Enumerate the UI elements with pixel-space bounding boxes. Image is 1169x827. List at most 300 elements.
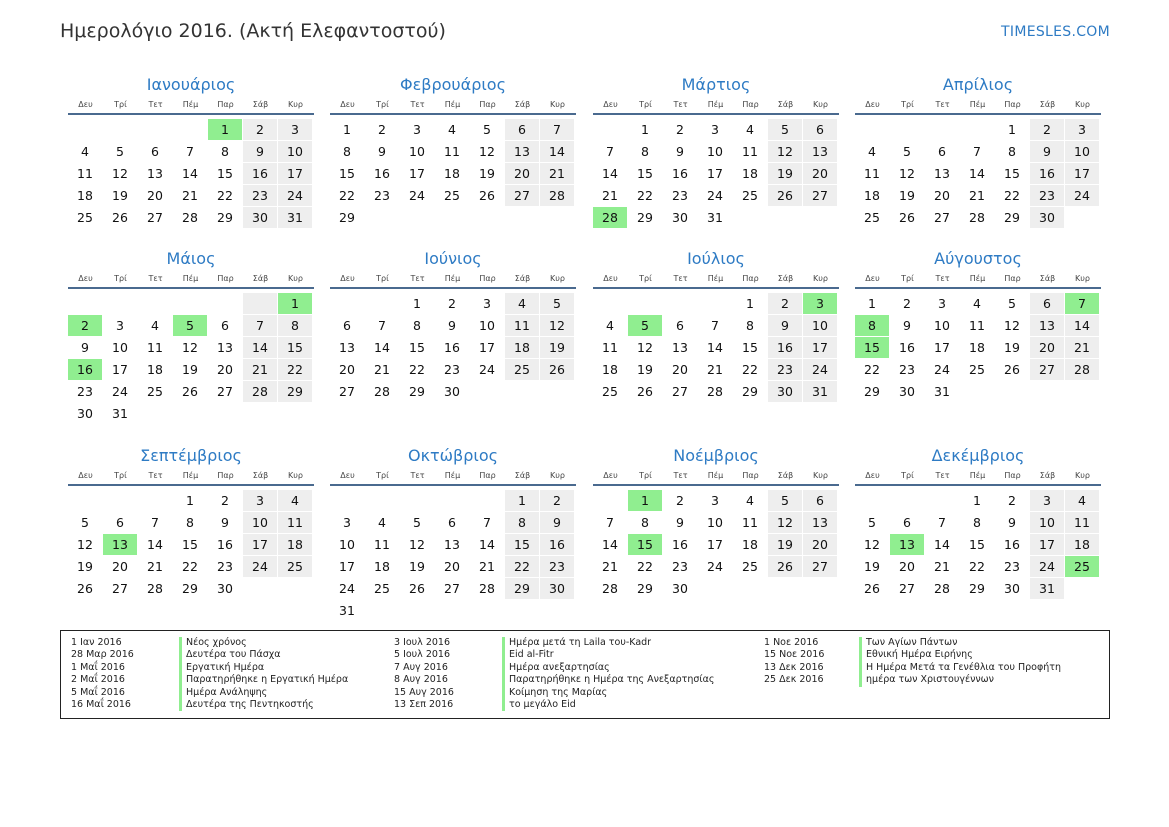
day-cell: 5 — [768, 119, 803, 141]
day-cell: 3 — [1065, 119, 1100, 141]
day-cell: 17 — [103, 359, 138, 381]
weekday-header — [330, 468, 576, 486]
weekday-label: Σάβ — [252, 274, 269, 283]
day-cell: 25 — [733, 556, 768, 578]
week-row — [68, 359, 314, 381]
legend-date: 1 Ιαν 2016 — [71, 637, 122, 648]
day-cell: 20 — [103, 556, 138, 578]
day-cell: 29 — [995, 207, 1030, 229]
day-cell: 13 — [208, 337, 243, 359]
day-cell: 19 — [400, 556, 435, 578]
day-cell: 17 — [330, 556, 365, 578]
empty-cell — [768, 207, 803, 229]
empty-cell — [243, 403, 278, 425]
legend-names-column — [859, 637, 1061, 687]
day-cell: 16 — [890, 337, 925, 359]
empty-cell — [505, 600, 540, 622]
weekday-label: Κυρ — [288, 471, 303, 480]
legend-date: 28 Μαρ 2016 — [71, 649, 134, 661]
day-cell: 15 — [628, 534, 663, 556]
day-cell: 17 — [803, 337, 838, 359]
day-cell: 10 — [698, 141, 733, 163]
weekday-label: Τρί — [376, 100, 389, 109]
day-cell: 29 — [733, 381, 768, 403]
day-cell: 9 — [663, 141, 698, 163]
weekday-label: Τετ — [148, 100, 163, 109]
day-cell: 4 — [1065, 490, 1100, 512]
day-cell: 27 — [1030, 359, 1065, 381]
day-cell: 6 — [138, 141, 173, 163]
legend-date: 5 Μαΐ 2016 — [71, 686, 125, 698]
day-cell: 17 — [470, 337, 505, 359]
legend-holiday-name: το μεγάλο Eid — [502, 699, 714, 711]
week-row — [855, 381, 1101, 403]
day-cell: 4 — [278, 490, 313, 512]
day-cell: 31 — [278, 207, 313, 229]
day-cell: 2 — [68, 315, 103, 337]
week-row — [330, 207, 576, 229]
day-cell: 29 — [208, 207, 243, 229]
day-cell: 29 — [400, 381, 435, 403]
empty-cell — [925, 119, 960, 141]
day-cell: 10 — [1065, 141, 1100, 163]
day-cell: 24 — [925, 359, 960, 381]
day-cell: 1 — [400, 293, 435, 315]
day-cell: 2 — [435, 293, 470, 315]
month-name: Ιούλιος — [687, 249, 745, 268]
day-cell: 6 — [208, 315, 243, 337]
weekday-label: Κυρ — [1075, 100, 1090, 109]
day-cell: 31 — [1030, 578, 1065, 600]
day-cell: 4 — [505, 293, 540, 315]
day-cell: 31 — [803, 381, 838, 403]
day-cell: 10 — [243, 512, 278, 534]
empty-cell — [540, 207, 575, 229]
day-cell: 7 — [698, 315, 733, 337]
legend-holiday-name: Η Ημέρα Μετά τα Γενέθλια του Προφήτη — [859, 662, 1061, 674]
week-row — [68, 315, 314, 337]
day-cell: 23 — [243, 185, 278, 207]
day-cell: 23 — [1030, 185, 1065, 207]
day-cell: 27 — [330, 381, 365, 403]
day-cell: 5 — [173, 315, 208, 337]
weekday-label: Τρί — [114, 274, 127, 283]
day-cell: 2 — [995, 490, 1030, 512]
day-cell: 19 — [68, 556, 103, 578]
empty-cell — [103, 490, 138, 512]
empty-cell — [733, 207, 768, 229]
legend-date: 1 Νοε 2016 — [764, 637, 819, 648]
week-row — [593, 534, 839, 556]
day-cell: 27 — [505, 185, 540, 207]
day-cell: 14 — [365, 337, 400, 359]
day-cell: 16 — [995, 534, 1030, 556]
day-cell: 29 — [330, 207, 365, 229]
day-cell: 3 — [400, 119, 435, 141]
weekday-label: Σάβ — [777, 100, 794, 109]
weekday-label: Τετ — [935, 471, 950, 480]
day-cell: 2 — [243, 119, 278, 141]
weekday-label: Παρ — [1004, 274, 1021, 283]
month-calendar — [68, 73, 314, 228]
day-cell: 1 — [173, 490, 208, 512]
empty-cell — [365, 293, 400, 315]
empty-cell — [663, 293, 698, 315]
empty-cell — [890, 490, 925, 512]
weekday-label: Τρί — [114, 471, 127, 480]
day-cell: 20 — [1030, 337, 1065, 359]
day-cell: 5 — [628, 315, 663, 337]
weekday-label: Τετ — [148, 274, 163, 283]
empty-cell — [173, 403, 208, 425]
day-cell: 21 — [925, 556, 960, 578]
weekday-label: Δευ — [78, 274, 93, 283]
day-cell: 9 — [540, 512, 575, 534]
day-cell: 20 — [138, 185, 173, 207]
legend-holiday-name: Εργατική Ημέρα — [179, 662, 348, 674]
day-cell: 22 — [733, 359, 768, 381]
weekday-label: Πέμ — [444, 100, 461, 109]
empty-cell — [400, 600, 435, 622]
day-cell: 18 — [365, 556, 400, 578]
day-cell: 15 — [208, 163, 243, 185]
empty-cell — [628, 293, 663, 315]
day-cell: 29 — [278, 381, 313, 403]
week-row — [68, 578, 314, 600]
empty-cell — [540, 600, 575, 622]
weekday-label: Τετ — [935, 100, 950, 109]
day-cell: 26 — [768, 185, 803, 207]
day-cell: 20 — [803, 163, 838, 185]
day-cell: 13 — [890, 534, 925, 556]
day-cell: 9 — [208, 512, 243, 534]
empty-cell — [330, 293, 365, 315]
day-cell: 11 — [593, 337, 628, 359]
weekday-label: Σάβ — [252, 100, 269, 109]
weekday-label: Τρί — [639, 471, 652, 480]
week-row — [855, 163, 1101, 185]
weekday-label: Σάβ — [1039, 274, 1056, 283]
day-cell: 14 — [470, 534, 505, 556]
empty-cell — [365, 600, 400, 622]
day-cell: 7 — [925, 512, 960, 534]
day-cell: 11 — [365, 534, 400, 556]
day-cell: 28 — [470, 578, 505, 600]
empty-cell — [278, 578, 313, 600]
empty-cell — [855, 490, 890, 512]
day-cell: 5 — [103, 141, 138, 163]
day-cell: 3 — [698, 119, 733, 141]
day-cell: 26 — [400, 578, 435, 600]
day-cell: 3 — [330, 512, 365, 534]
day-cell: 2 — [540, 490, 575, 512]
day-cell: 15 — [733, 337, 768, 359]
day-cell: 8 — [278, 315, 313, 337]
week-row — [330, 359, 576, 381]
legend-holiday-name: Ημέρα Ανάληψης — [179, 687, 348, 699]
weekday-label: Δευ — [340, 471, 355, 480]
day-cell: 4 — [960, 293, 995, 315]
page-title: Ημερολόγιο 2016. (Ακτή Ελεφαντοστού) — [60, 20, 446, 42]
day-cell: 22 — [400, 359, 435, 381]
day-cell: 19 — [173, 359, 208, 381]
day-cell: 8 — [628, 512, 663, 534]
empty-cell — [593, 119, 628, 141]
day-cell: 23 — [540, 556, 575, 578]
day-cell: 23 — [208, 556, 243, 578]
weekday-label: Τρί — [376, 471, 389, 480]
day-cell: 28 — [540, 185, 575, 207]
weekday-label: Παρ — [217, 471, 234, 480]
week-row — [330, 578, 576, 600]
weekday-label: Κυρ — [813, 471, 828, 480]
day-cell: 15 — [855, 337, 890, 359]
week-row — [68, 163, 314, 185]
day-cell: 11 — [855, 163, 890, 185]
day-cell: 25 — [960, 359, 995, 381]
month-name: Ιούνιος — [424, 249, 482, 268]
day-cell: 24 — [470, 359, 505, 381]
weekday-label: Παρ — [742, 274, 759, 283]
day-cell: 21 — [593, 185, 628, 207]
day-cell: 16 — [68, 359, 103, 381]
day-cell: 12 — [68, 534, 103, 556]
day-cell: 26 — [103, 207, 138, 229]
day-cell: 26 — [540, 359, 575, 381]
day-cell: 30 — [435, 381, 470, 403]
day-cell: 5 — [68, 512, 103, 534]
legend-date: 3 Ιουλ 2016 — [394, 637, 450, 648]
day-cell: 14 — [593, 534, 628, 556]
empty-cell — [243, 578, 278, 600]
week-row — [68, 403, 314, 425]
day-cell: 24 — [330, 578, 365, 600]
empty-cell — [173, 293, 208, 315]
empty-cell — [208, 293, 243, 315]
week-row — [330, 141, 576, 163]
day-cell: 27 — [803, 185, 838, 207]
weekday-header — [855, 97, 1101, 115]
empty-cell — [138, 403, 173, 425]
empty-cell — [803, 207, 838, 229]
empty-cell — [330, 490, 365, 512]
legend-date: 1 Μαΐ 2016 — [71, 661, 125, 673]
day-cell: 13 — [330, 337, 365, 359]
day-cell: 7 — [540, 119, 575, 141]
week-row — [593, 141, 839, 163]
day-cell: 16 — [663, 534, 698, 556]
weekday-label: Σάβ — [1039, 471, 1056, 480]
month-calendar — [330, 444, 576, 622]
day-cell: 25 — [68, 207, 103, 229]
day-cell: 22 — [505, 556, 540, 578]
weekday-label: Τρί — [901, 471, 914, 480]
brand-link[interactable]: TIMESLES.COM — [1001, 24, 1110, 40]
day-cell: 27 — [208, 381, 243, 403]
legend-date: 5 Ιουλ 2016 — [394, 649, 450, 661]
weekday-label: Κυρ — [813, 100, 828, 109]
weekday-label: Κυρ — [288, 274, 303, 283]
day-cell: 25 — [1065, 556, 1100, 578]
day-cell: 22 — [208, 185, 243, 207]
weekday-label: Τετ — [935, 274, 950, 283]
weekday-label: Τρί — [114, 100, 127, 109]
week-row — [68, 490, 314, 512]
day-cell: 12 — [768, 512, 803, 534]
day-cell: 23 — [435, 359, 470, 381]
day-cell: 10 — [330, 534, 365, 556]
day-cell: 19 — [628, 359, 663, 381]
day-cell: 10 — [1030, 512, 1065, 534]
day-cell: 23 — [768, 359, 803, 381]
day-cell: 25 — [855, 207, 890, 229]
day-cell: 14 — [960, 163, 995, 185]
day-cell: 4 — [733, 119, 768, 141]
day-cell: 8 — [400, 315, 435, 337]
day-cell: 5 — [890, 141, 925, 163]
weekday-label: Πέμ — [444, 274, 461, 283]
day-cell: 14 — [138, 534, 173, 556]
day-cell: 1 — [628, 490, 663, 512]
day-cell: 15 — [278, 337, 313, 359]
day-cell: 20 — [890, 556, 925, 578]
day-cell: 4 — [733, 490, 768, 512]
empty-cell — [593, 490, 628, 512]
weekday-label: Σάβ — [514, 274, 531, 283]
day-cell: 10 — [278, 141, 313, 163]
day-cell: 2 — [768, 293, 803, 315]
day-cell: 11 — [733, 141, 768, 163]
day-cell: 2 — [663, 490, 698, 512]
week-row — [330, 600, 576, 622]
day-cell: 1 — [960, 490, 995, 512]
empty-cell — [470, 600, 505, 622]
day-cell: 10 — [400, 141, 435, 163]
legend-holiday-name: Παρατηρήθηκε η Εργατική Ημέρα — [179, 674, 348, 686]
day-cell: 27 — [925, 207, 960, 229]
month-calendar — [593, 73, 839, 228]
day-cell: 3 — [1030, 490, 1065, 512]
day-cell: 4 — [855, 141, 890, 163]
weekday-label: Πέμ — [969, 274, 986, 283]
week-row — [593, 207, 839, 229]
weekday-label: Σάβ — [514, 100, 531, 109]
week-row — [855, 534, 1101, 556]
day-cell: 4 — [435, 119, 470, 141]
weekday-label: Δευ — [603, 100, 618, 109]
day-cell: 16 — [208, 534, 243, 556]
day-cell: 14 — [925, 534, 960, 556]
day-cell: 6 — [505, 119, 540, 141]
empty-cell — [435, 600, 470, 622]
empty-cell — [855, 119, 890, 141]
weekday-label: Πέμ — [707, 471, 724, 480]
week-row — [593, 490, 839, 512]
day-cell: 27 — [138, 207, 173, 229]
day-cell: 14 — [593, 163, 628, 185]
weekday-label: Τετ — [148, 471, 163, 480]
day-cell: 25 — [505, 359, 540, 381]
weekday-label: Πέμ — [182, 100, 199, 109]
day-cell: 6 — [803, 490, 838, 512]
weekday-label: Κυρ — [1075, 471, 1090, 480]
day-cell: 10 — [103, 337, 138, 359]
day-cell: 9 — [365, 141, 400, 163]
day-cell: 12 — [890, 163, 925, 185]
day-cell: 30 — [663, 578, 698, 600]
day-cell: 21 — [243, 359, 278, 381]
day-cell: 6 — [925, 141, 960, 163]
day-cell: 8 — [173, 512, 208, 534]
day-cell: 14 — [540, 141, 575, 163]
day-cell: 31 — [698, 207, 733, 229]
week-row — [855, 512, 1101, 534]
month-calendar — [593, 444, 839, 599]
day-cell: 5 — [470, 119, 505, 141]
day-cell: 1 — [733, 293, 768, 315]
legend-holiday-name: Εθνική Ημέρα Ειρήνης — [859, 649, 1061, 661]
week-row — [593, 293, 839, 315]
day-cell: 30 — [540, 578, 575, 600]
week-row — [330, 337, 576, 359]
day-cell: 29 — [173, 578, 208, 600]
weekday-header — [855, 271, 1101, 289]
day-cell: 8 — [505, 512, 540, 534]
empty-cell — [1065, 578, 1100, 600]
day-cell: 11 — [733, 512, 768, 534]
day-cell: 3 — [243, 490, 278, 512]
week-row — [855, 337, 1101, 359]
day-cell: 2 — [365, 119, 400, 141]
month-name: Δεκέμβριος — [931, 446, 1025, 465]
legend-date: 13 Δεκ 2016 — [764, 661, 824, 673]
weekday-label: Σάβ — [777, 471, 794, 480]
legend-date: 15 Νοε 2016 — [764, 649, 825, 661]
day-cell: 19 — [995, 337, 1030, 359]
day-cell: 13 — [803, 141, 838, 163]
day-cell: 20 — [663, 359, 698, 381]
week-row — [855, 119, 1101, 141]
day-cell: 1 — [628, 119, 663, 141]
day-cell: 24 — [243, 556, 278, 578]
day-cell: 18 — [278, 534, 313, 556]
weekday-label: Παρ — [1004, 471, 1021, 480]
day-cell: 3 — [470, 293, 505, 315]
legend-names-column — [502, 637, 714, 711]
empty-cell — [138, 490, 173, 512]
day-cell: 28 — [365, 381, 400, 403]
day-cell: 27 — [103, 578, 138, 600]
day-cell: 2 — [1030, 119, 1065, 141]
week-row — [855, 556, 1101, 578]
day-cell: 12 — [470, 141, 505, 163]
weekday-label: Τετ — [673, 471, 688, 480]
day-cell: 8 — [208, 141, 243, 163]
day-cell: 2 — [890, 293, 925, 315]
weekday-label: Πέμ — [969, 100, 986, 109]
month-name: Απρίλιος — [942, 75, 1014, 94]
day-cell: 20 — [330, 359, 365, 381]
weekday-label: Πέμ — [182, 471, 199, 480]
day-cell: 21 — [1065, 337, 1100, 359]
weekday-header — [593, 271, 839, 289]
day-cell: 11 — [1065, 512, 1100, 534]
empty-cell — [505, 381, 540, 403]
day-cell: 19 — [890, 185, 925, 207]
day-cell: 29 — [628, 578, 663, 600]
empty-cell — [1030, 381, 1065, 403]
day-cell: 1 — [855, 293, 890, 315]
